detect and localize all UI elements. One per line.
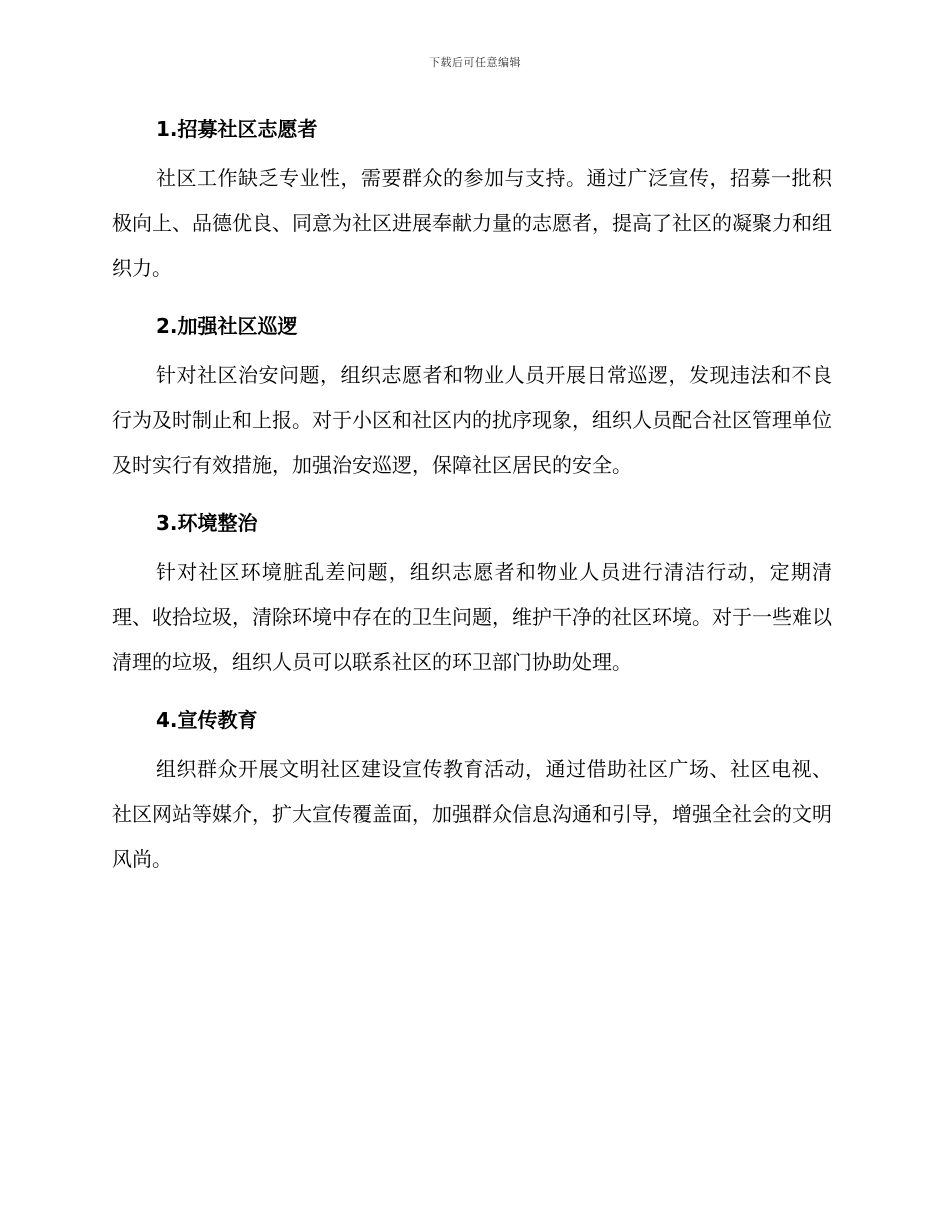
section-volunteer-recruitment [112,112,832,291]
section-paragraph: 针对社区治安问题，组织志愿者和物业人员开展日常巡逻，发现违法和不良行为及时制止和上报。对于小区和社区内的扰序现象，组织人员配合社区管理单位及时实行有效措施，加强治安巡逻，保障社区居民的安全。 [112,363,832,477]
section-environment-improvement [112,506,832,685]
section-heading: 4.宣传教育 [156,708,258,732]
section-heading: 3.环境整治 [156,511,258,535]
page-header-note: 下载后可任意编辑 [429,56,521,69]
section-paragraph: 社区工作缺乏专业性，需要群众的参加与支持。通过广泛宣传，招募一批积极向上、品德优良、同意为社区进展奉献力量的志愿者，提高了社区的凝聚力和组织力。 [112,166,832,280]
section-heading: 1.招募社区志愿者 [156,117,318,141]
section-community-patrol [112,309,832,488]
section-paragraph: 针对社区环境脏乱差问题，组织志愿者和物业人员进行清洁行动，定期清理、收拾垃圾，清除环境中存在的卫生问题，维护干净的社区环境。对于一些难以清理的垃圾，组织人员可以联系社区的环卫部门协助处理。 [112,560,832,674]
section-heading: 2.加强社区巡逻 [156,314,298,338]
section-publicity-education [112,703,832,882]
document-content [112,112,832,900]
section-paragraph: 组织群众开展文明社区建设宣传教育活动，通过借助社区广场、社区电视、社区网站等媒介，扩大宣传覆盖面，加强群众信息沟通和引导，增强全社会的文明风尚。 [112,757,832,871]
